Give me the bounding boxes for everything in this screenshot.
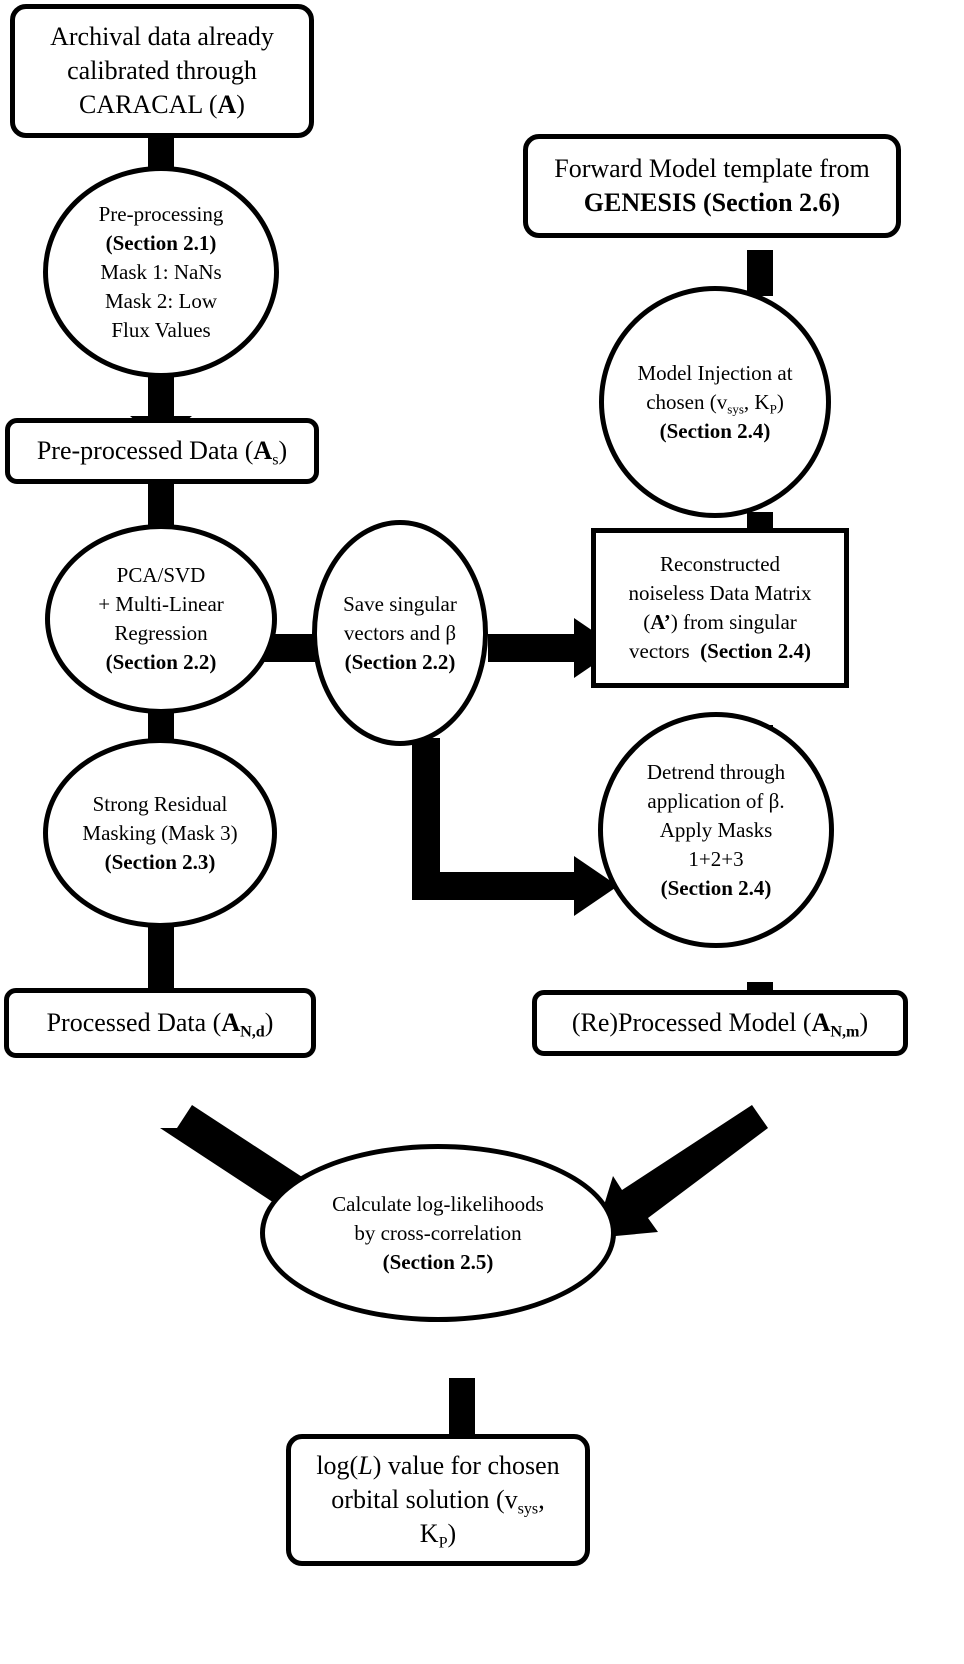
archival-data-box — [10, 4, 314, 138]
pca-line-2: + Multi-Linear — [98, 592, 224, 616]
reprocessed-model-label: (Re)Processed Model $(A_{N,m})$ — [571, 1008, 869, 1041]
preprocessed-data-label: Pre-processed Data $(A_s)$ — [36, 436, 288, 469]
loglikelihood-section: (Section 2.5) — [382, 1249, 494, 1274]
residual-line-1: Strong Residual — [92, 791, 228, 816]
preprocessing-line-1: Pre-processing — [98, 201, 224, 226]
injection-section: (Section 2.4) — [659, 418, 771, 443]
archival-line-3: CARACAL (A) — [79, 90, 245, 119]
detrend-node — [598, 712, 834, 948]
loglikelihood-line-1: Calculate log-likelihoods — [332, 1191, 544, 1216]
archival-line-2: calibrated through — [67, 56, 257, 85]
pca-line-1: PCA/SVD — [116, 563, 206, 587]
detrend-line-4: 1+2+3 — [688, 846, 744, 871]
connector-forward-model-to-injection — [747, 250, 773, 296]
preprocessing-mask2-cont: Flux Values — [111, 317, 211, 342]
save-vectors-section: (Section 2.2) — [344, 649, 456, 674]
reconstructed-line-2: noiseless Data Matrix — [628, 581, 812, 605]
detrend-line-2: application of β. — [647, 788, 785, 813]
residual-masking-node — [43, 738, 277, 928]
injection-line-1: Model Injection at — [637, 360, 793, 385]
arrow-reprocessed-to-loglikelihood — [594, 1105, 768, 1238]
residual-line-2: Masking (Mask 3) — [82, 820, 238, 845]
model-injection-node — [599, 286, 831, 518]
detrend-line-1: Detrend through — [646, 759, 786, 784]
reconstructed-line-1: Reconstructed — [659, 552, 781, 576]
residual-section: (Section 2.3) — [104, 849, 216, 874]
result-line-1: log(L) value for chosen — [316, 1451, 560, 1480]
result-line-3: $K_P$) — [419, 1519, 457, 1552]
preprocessing-mask1: Mask 1: NaNs — [100, 259, 222, 284]
detrend-section: (Section 2.4) — [660, 875, 772, 900]
save-vectors-node — [312, 520, 488, 746]
reconstructed-line-3: (A’) from singular — [643, 610, 797, 634]
loglikelihood-line-2: by cross-correlation — [354, 1220, 522, 1245]
processed-data-label: Processed Data $(A_{N,d})$ — [46, 1008, 274, 1041]
preprocessed-data-box — [5, 418, 319, 484]
forward-model-line-2: GENESIS (Section 2.6) — [583, 188, 841, 217]
pca-node — [45, 524, 277, 714]
loglikelihood-node — [260, 1144, 616, 1322]
result-box — [286, 1434, 590, 1566]
result-line-2: orbital solution ($v_{sys}$, — [331, 1485, 545, 1518]
preprocessing-mask2: Mask 2: Low — [105, 288, 217, 313]
processed-data-box — [4, 988, 316, 1058]
reconstructed-line-4: vectors (Section 2.4) — [629, 639, 811, 663]
archival-line-1: Archival data already — [50, 22, 274, 51]
reconstructed-matrix-box — [591, 528, 849, 688]
arrow-save-vectors-to-detrend — [412, 738, 618, 916]
injection-line-2: chosen ($v_{sys}$, $K_P$) — [646, 389, 784, 417]
forward-model-box — [523, 134, 901, 238]
forward-model-line-1: Forward Model template from — [554, 154, 870, 183]
reprocessed-model-box — [532, 990, 908, 1056]
detrend-line-3: Apply Masks — [659, 817, 773, 842]
preprocessing-node — [43, 166, 279, 378]
save-vectors-line-1: Save singular — [343, 591, 457, 616]
pca-line-3: Regression — [114, 621, 208, 645]
save-vectors-line-2: vectors and β — [343, 620, 457, 645]
preprocessing-section: (Section 2.1) — [105, 230, 217, 255]
pca-section: (Section 2.2) — [105, 650, 217, 674]
